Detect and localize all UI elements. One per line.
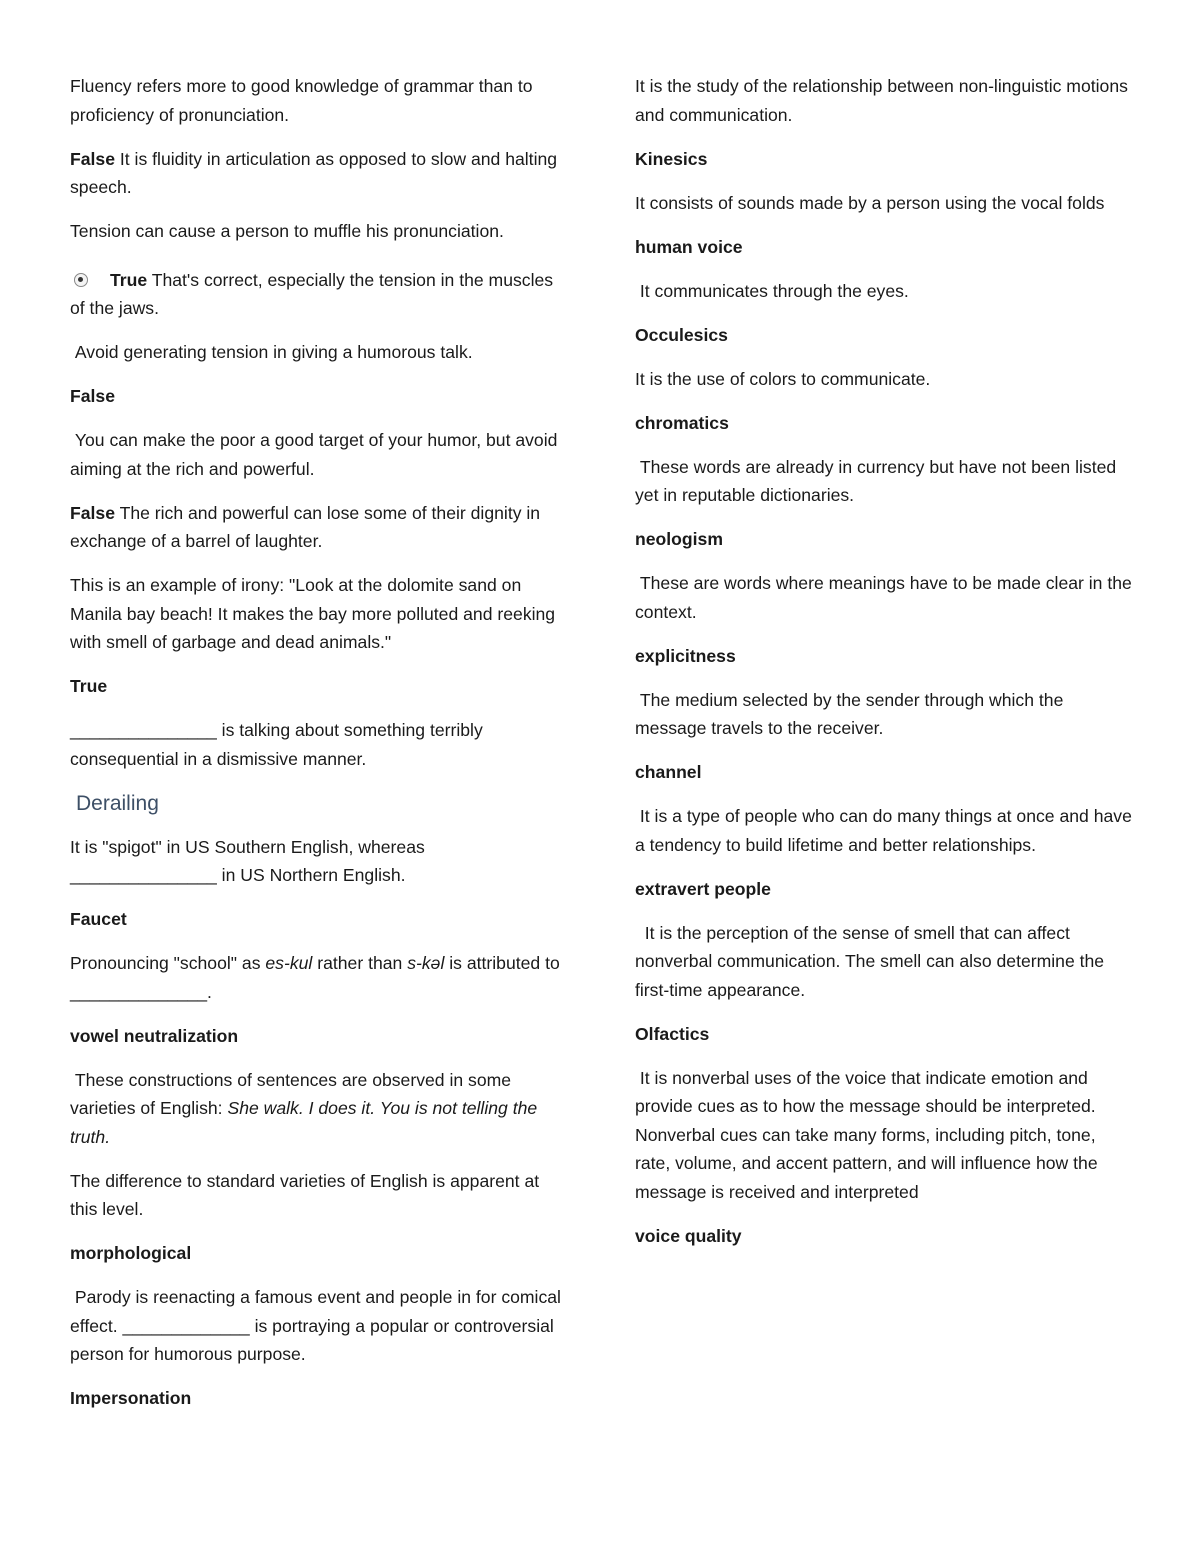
explanation-text: The rich and powerful can lose some of their dignity in exchange of a barrel of laughter.: [70, 502, 545, 551]
answer-label: False: [70, 502, 115, 523]
question-text: It is the use of colors to communicate.: [635, 368, 931, 389]
question-text: This is an example of irony: "Look at the dolomite sand on Manila bay beach! It makes the bay more polluted and reeking with smell of garbage and dead animals.": [70, 575, 560, 652]
question-text: It consists of sounds made by a person using the vocal folds: [635, 192, 1105, 213]
answer-label: extravert people: [635, 878, 771, 899]
answer-label: morphological: [70, 1243, 192, 1263]
answer-label: chromatics: [635, 412, 729, 433]
answer-label: vowel neutralization: [70, 1025, 239, 1046]
answer-label: True: [70, 676, 108, 696]
question-text: It is the perception of the sense of smell that can affect nonverbal communication. The smell can also determine the first-time appearance.: [635, 922, 1109, 1000]
question-text: Parody is reenacting a famous event and people in for comical effect. _____________ is portraying a popular or controversial person for humorous purpose.: [70, 1287, 566, 1364]
italic-pronunciation: s-kəl: [407, 953, 445, 973]
answer-label: Kinesics: [635, 148, 708, 169]
question-text: The difference to standard varieties of English is apparent at this level.: [70, 1170, 545, 1219]
question-text-part: These constructions of sentences are observed in some varieties of English:: [70, 1069, 516, 1118]
explanation-text: That's correct, especially the tension in the muscles of the jaws.: [70, 269, 558, 318]
question-text: It communicates through the eyes.: [635, 280, 909, 301]
answer-with-explanation: [70, 499, 570, 556]
question-text: [70, 1066, 570, 1152]
question-text: It is a type of people who can do many things at once and have a tendency to build lifetime and better relationships.: [635, 806, 1137, 855]
answer-with-explanation: [70, 145, 570, 202]
question-text: Tension can cause a person to muffle his pronunciation.: [70, 221, 504, 241]
question-text: It is "spigot" in US Southern English, whereas _______________ in US Northern English.: [70, 836, 430, 885]
answer-label: Impersonation: [70, 1388, 192, 1408]
question-text-part: rather than: [312, 953, 408, 973]
question-text: It is the study of the relationship between non-linguistic motions and communication.: [635, 76, 1133, 125]
question-text: These are words where meanings have to be made clear in the context.: [635, 573, 1137, 622]
italic-pronunciation: es-kul: [265, 953, 313, 973]
answer-label: Occulesics: [635, 324, 728, 345]
italic-example: She walk. I does it. You is not telling the truth.: [70, 1098, 543, 1147]
answer-label: channel: [635, 762, 702, 782]
answer-label: explicitness: [635, 645, 736, 666]
explanation-text: It is fluidity in articulation as opposed to slow and halting speech.: [70, 148, 562, 197]
question-text: Avoid generating tension in giving a humorous talk.: [70, 342, 473, 362]
question-text: [70, 949, 570, 1006]
question-text-part: is attributed to ______________.: [70, 953, 565, 1002]
radio-selected-icon: [74, 273, 88, 287]
answer-label: Faucet: [70, 909, 127, 929]
answer-with-explanation: [70, 266, 570, 323]
question-text: It is nonverbal uses of the voice that indicate emotion and provide cues as to how the message should be interpreted. Nonverbal cues can take many forms, including pitch, tone, rate, volume, and accent pattern, and will influence how the message is received and interpreted: [635, 1067, 1103, 1202]
answer-label: human voice: [635, 236, 743, 257]
right-column: [635, 72, 1135, 1266]
question-text: The medium selected by the sender through which the message travels to the receiver.: [635, 689, 1069, 738]
question-text: _______________ is talking about something terribly consequential in a dismissive manner.: [70, 720, 488, 769]
answer-label: voice quality: [635, 1225, 742, 1246]
answer-label: False: [70, 148, 115, 169]
answer-label: Olfactics: [635, 1023, 710, 1044]
answer-heading: Derailing: [76, 791, 159, 815]
answer-label: False: [70, 386, 115, 406]
question-text: You can make the poor a good target of your humor, but avoid aiming at the rich and powerful.: [70, 430, 563, 479]
question-text-part: Pronouncing "school" as: [70, 953, 266, 973]
answer-label: neologism: [635, 529, 723, 549]
left-column: [70, 72, 570, 1428]
answer-label: True: [110, 269, 148, 290]
question-text: Fluency refers more to good knowledge of grammar than to proficiency of pronunciation.: [70, 76, 538, 125]
question-text: These words are already in currency but have not been listed yet in reputable dictionaries.: [635, 456, 1122, 505]
